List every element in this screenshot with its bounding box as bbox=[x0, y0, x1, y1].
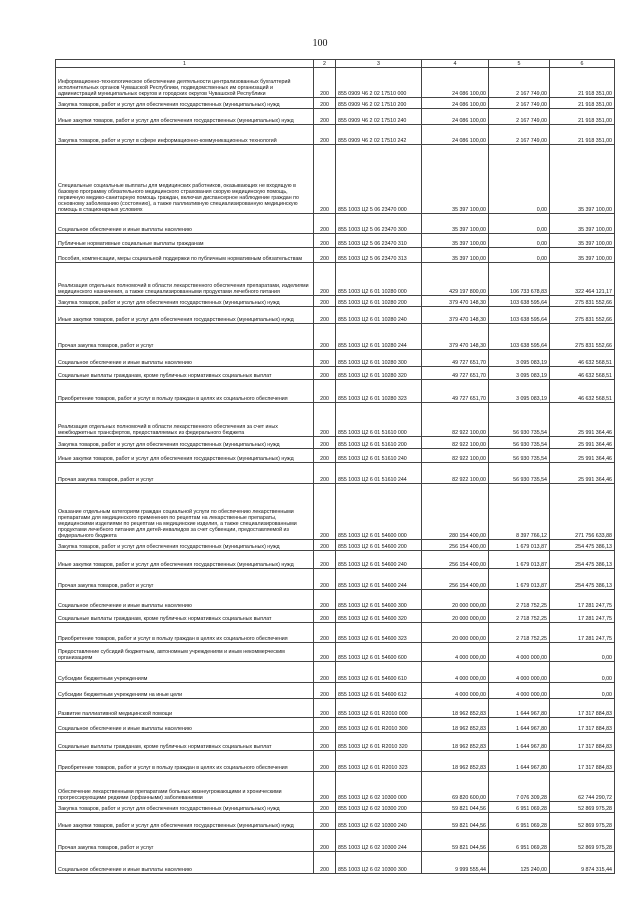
cell-code: 855 1003 Ц2 5 06 23470 000 bbox=[336, 145, 422, 214]
cell-c5: 4 000 000,00 bbox=[489, 643, 550, 662]
table-row bbox=[56, 551, 615, 569]
cell-v2: 200 bbox=[314, 662, 336, 683]
table-row bbox=[56, 296, 615, 307]
cell-name: Предоставление субсидий бюджетным, автономным учреждениям и иным некоммерческим организациям bbox=[56, 643, 314, 662]
cell-name: Социальное обеспечение и иные выплаты населению bbox=[56, 590, 314, 610]
cell-name: Субсидии бюджетным учреждениям на иные цели bbox=[56, 683, 314, 699]
cell-c4: 82 922 100,00 bbox=[422, 449, 489, 463]
cell-c5: 56 930 735,54 bbox=[489, 403, 550, 437]
cell-c5: 6 951 069,28 bbox=[489, 830, 550, 852]
cell-name: Закупка товаров, работ и услуг для обеспечения государственных (муниципальных) нужд bbox=[56, 540, 314, 551]
column-header: 3 bbox=[336, 60, 422, 68]
cell-c5: 103 638 595,64 bbox=[489, 324, 550, 350]
cell-c5: 3 095 083,19 bbox=[489, 367, 550, 380]
cell-c5: 106 733 678,83 bbox=[489, 263, 550, 296]
table-row bbox=[56, 463, 615, 484]
cell-v2: 200 bbox=[314, 214, 336, 234]
cell-name: Иные закупки товаров, работ и услуг для обеспечения государственных (муниципальных) нужд bbox=[56, 307, 314, 324]
cell-c5: 125 240,00 bbox=[489, 852, 550, 874]
cell-name: Социальное обеспечение и иные выплаты населению bbox=[56, 350, 314, 367]
cell-c6: 52 869 975,28 bbox=[550, 830, 615, 852]
cell-name: Социальное обеспечение и иные выплаты населению bbox=[56, 214, 314, 234]
cell-name: Прочая закупка товаров, работ и услуг bbox=[56, 463, 314, 484]
cell-c4: 379 470 148,30 bbox=[422, 324, 489, 350]
cell-name: Реализация отдельных полномочий в области лекарственного обеспечения за счет иных межбюджетных трансфертов, предоставляемых из федерального бюджета bbox=[56, 403, 314, 437]
cell-code: 855 1003 Ц2 6 01 54600 320 bbox=[336, 610, 422, 623]
cell-c6: 21 918 351,00 bbox=[550, 109, 615, 125]
cell-code: 855 1003 Ц2 6 01 10280 320 bbox=[336, 367, 422, 380]
table-row bbox=[56, 484, 615, 540]
cell-c5: 1 644 967,80 bbox=[489, 718, 550, 733]
cell-c6: 17 317 884,83 bbox=[550, 733, 615, 751]
cell-c4: 24 086 100,00 bbox=[422, 109, 489, 125]
cell-code: 855 0909 Ч6 2 02 17510 240 bbox=[336, 109, 422, 125]
cell-c5: 56 930 735,54 bbox=[489, 437, 550, 449]
cell-name: Социальные выплаты гражданам, кроме публичных нормативных социальных выплат bbox=[56, 733, 314, 751]
cell-code: 855 1003 Ц2 6 02 10300 240 bbox=[336, 813, 422, 830]
cell-c4: 379 470 148,30 bbox=[422, 296, 489, 307]
cell-code: 855 1003 Ц2 6 01 54600 610 bbox=[336, 662, 422, 683]
cell-c5: 1 679 013,87 bbox=[489, 540, 550, 551]
cell-v2: 200 bbox=[314, 610, 336, 623]
cell-c4: 18 962 852,83 bbox=[422, 733, 489, 751]
cell-v2: 200 bbox=[314, 98, 336, 109]
cell-v2: 200 bbox=[314, 68, 336, 98]
cell-c5: 2 718 752,25 bbox=[489, 610, 550, 623]
cell-c6: 0,00 bbox=[550, 683, 615, 699]
cell-v2: 200 bbox=[314, 540, 336, 551]
cell-v2: 200 bbox=[314, 623, 336, 643]
cell-code: 855 1003 Ц2 6 01 54600 244 bbox=[336, 569, 422, 590]
cell-c4: 9 999 555,44 bbox=[422, 852, 489, 874]
table-row bbox=[56, 623, 615, 643]
cell-c5: 7 076 309,28 bbox=[489, 772, 550, 802]
cell-c5: 1 644 967,80 bbox=[489, 751, 550, 772]
cell-code: 855 1003 Ц2 6 01 R2010 000 bbox=[336, 699, 422, 718]
cell-name: Социальные выплаты гражданам, кроме публичных нормативных социальных выплат bbox=[56, 367, 314, 380]
cell-name: Социальное обеспечение и иные выплаты населению bbox=[56, 718, 314, 733]
cell-c5: 2 167 749,00 bbox=[489, 125, 550, 145]
cell-v2: 200 bbox=[314, 569, 336, 590]
cell-v2: 200 bbox=[314, 772, 336, 802]
cell-code: 855 1003 Ц2 6 01 R2010 300 bbox=[336, 718, 422, 733]
cell-v2: 200 bbox=[314, 551, 336, 569]
cell-c5: 1 644 967,80 bbox=[489, 699, 550, 718]
cell-c5: 1 679 013,87 bbox=[489, 569, 550, 590]
table-row bbox=[56, 643, 615, 662]
cell-code: 855 1003 Ц2 6 01 54600 200 bbox=[336, 540, 422, 551]
cell-c4: 82 922 100,00 bbox=[422, 463, 489, 484]
cell-c6: 35 397 100,00 bbox=[550, 214, 615, 234]
cell-v2: 200 bbox=[314, 263, 336, 296]
table-row bbox=[56, 437, 615, 449]
cell-code: 855 1003 Ц2 6 01 10280 200 bbox=[336, 296, 422, 307]
cell-c5: 3 095 083,19 bbox=[489, 350, 550, 367]
cell-name: Обеспечение лекарственными препаратами больных жизнеугрожающими и хроническими прогрессирующими редкими (орфанными) заболеваниями bbox=[56, 772, 314, 802]
cell-v2: 200 bbox=[314, 830, 336, 852]
column-header: 5 bbox=[489, 60, 550, 68]
cell-c6: 17 317 884,83 bbox=[550, 699, 615, 718]
cell-c5: 4 000 000,00 bbox=[489, 683, 550, 699]
cell-name: Закупка товаров, работ и услуг для обеспечения государственных (муниципальных) нужд bbox=[56, 98, 314, 109]
cell-v2: 200 bbox=[314, 683, 336, 699]
cell-c4: 49 727 651,70 bbox=[422, 350, 489, 367]
column-header: 1 bbox=[56, 60, 314, 68]
cell-c6: 271 756 633,88 bbox=[550, 484, 615, 540]
cell-name: Иные закупки товаров, работ и услуг для обеспечения государственных (муниципальных) нужд bbox=[56, 813, 314, 830]
cell-c5: 1 679 013,87 bbox=[489, 551, 550, 569]
cell-c5: 2 167 749,00 bbox=[489, 68, 550, 98]
table-row bbox=[56, 109, 615, 125]
cell-name: Иные закупки товаров, работ и услуг для обеспечения государственных (муниципальных) нужд bbox=[56, 109, 314, 125]
cell-c5: 2 167 749,00 bbox=[489, 109, 550, 125]
cell-c6: 25 991 364,46 bbox=[550, 463, 615, 484]
cell-name: Закупка товаров, работ и услуг для обеспечения государственных (муниципальных) нужд bbox=[56, 437, 314, 449]
cell-v2: 200 bbox=[314, 590, 336, 610]
cell-c6: 17 281 247,75 bbox=[550, 590, 615, 610]
cell-code: 855 1003 Ц2 6 02 10300 300 bbox=[336, 852, 422, 874]
cell-v2: 200 bbox=[314, 449, 336, 463]
cell-c4: 69 820 600,00 bbox=[422, 772, 489, 802]
cell-c4: 49 727 651,70 bbox=[422, 380, 489, 403]
cell-v2: 200 bbox=[314, 852, 336, 874]
cell-name: Специальные социальные выплаты для медицинских работников, оказывающих не входящую в базовую программу обязательного медицинского страхования скорую медицинскую помощь, первичную медико-санитарную помощь граждан, включая диспансерное наблюдение граждан по основному заболеванию (состоянию), а также паллиативную специализированную медицинскую помощь в стационарных условиях bbox=[56, 145, 314, 214]
cell-c4: 35 397 100,00 bbox=[422, 214, 489, 234]
table-row bbox=[56, 449, 615, 463]
cell-c5: 3 095 083,19 bbox=[489, 380, 550, 403]
cell-c4: 59 821 044,56 bbox=[422, 830, 489, 852]
cell-c4: 4 000 000,00 bbox=[422, 643, 489, 662]
table-row bbox=[56, 125, 615, 145]
table-row bbox=[56, 772, 615, 802]
cell-c4: 35 397 100,00 bbox=[422, 145, 489, 214]
table-row bbox=[56, 350, 615, 367]
table-row bbox=[56, 214, 615, 234]
table-row bbox=[56, 367, 615, 380]
table-row bbox=[56, 248, 615, 263]
cell-code: 855 1003 Ц2 6 01 54600 000 bbox=[336, 484, 422, 540]
cell-name: Информационно-технологическое обеспечение деятельности централизованных бухгалтерий исполнительных органов Чувашской Республики, подведомственных им организаций и администраций муниципальных округов и городских округов Чувашской Республики bbox=[56, 68, 314, 98]
cell-v2: 200 bbox=[314, 145, 336, 214]
cell-c4: 379 470 148,30 bbox=[422, 307, 489, 324]
cell-c6: 17 281 247,75 bbox=[550, 623, 615, 643]
cell-c6: 0,00 bbox=[550, 643, 615, 662]
cell-c6: 35 397 100,00 bbox=[550, 248, 615, 263]
cell-v2: 200 bbox=[314, 437, 336, 449]
cell-c5: 6 951 069,28 bbox=[489, 813, 550, 830]
cell-c6: 275 831 552,66 bbox=[550, 296, 615, 307]
table-row bbox=[56, 662, 615, 683]
cell-c6: 21 918 351,00 bbox=[550, 68, 615, 98]
cell-name: Приобретение товаров, работ и услуг в пользу граждан в целях их социального обеспечения bbox=[56, 380, 314, 403]
cell-c5: 103 638 595,64 bbox=[489, 296, 550, 307]
table-row bbox=[56, 718, 615, 733]
table-row bbox=[56, 403, 615, 437]
cell-code: 855 1003 Ц2 6 02 10300 244 bbox=[336, 830, 422, 852]
cell-code: 855 1003 Ц2 5 06 23470 310 bbox=[336, 234, 422, 248]
column-header: 6 bbox=[550, 60, 615, 68]
cell-c6: 254 475 386,13 bbox=[550, 569, 615, 590]
cell-v2: 200 bbox=[314, 234, 336, 248]
table-row bbox=[56, 98, 615, 109]
cell-c4: 35 397 100,00 bbox=[422, 234, 489, 248]
cell-c6: 322 464 121,17 bbox=[550, 263, 615, 296]
cell-code: 855 1003 Ц2 6 01 10280 300 bbox=[336, 350, 422, 367]
cell-c4: 256 154 400,00 bbox=[422, 569, 489, 590]
table-row bbox=[56, 324, 615, 350]
cell-c4: 18 962 852,83 bbox=[422, 699, 489, 718]
table-row bbox=[56, 380, 615, 403]
cell-name: Субсидии бюджетным учреждениям bbox=[56, 662, 314, 683]
cell-code: 855 1003 Ц2 6 01 10280 000 bbox=[336, 263, 422, 296]
cell-code: 855 1003 Ц2 6 01 10280 240 bbox=[336, 307, 422, 324]
cell-code: 855 1003 Ц2 6 01 10280 323 bbox=[336, 380, 422, 403]
cell-c6: 17 317 884,83 bbox=[550, 718, 615, 733]
cell-c4: 20 000 000,00 bbox=[422, 590, 489, 610]
cell-v2: 200 bbox=[314, 813, 336, 830]
table-row bbox=[56, 683, 615, 699]
cell-name: Публичные нормативные социальные выплаты гражданам bbox=[56, 234, 314, 248]
column-header: 4 bbox=[422, 60, 489, 68]
cell-c6: 254 475 386,13 bbox=[550, 551, 615, 569]
cell-c4: 256 154 400,00 bbox=[422, 540, 489, 551]
cell-c4: 59 821 044,56 bbox=[422, 802, 489, 813]
budget-table bbox=[55, 59, 615, 874]
cell-c6: 254 475 386,13 bbox=[550, 540, 615, 551]
cell-v2: 200 bbox=[314, 248, 336, 263]
cell-c5: 2 718 752,25 bbox=[489, 623, 550, 643]
cell-c4: 82 922 100,00 bbox=[422, 403, 489, 437]
cell-c4: 59 821 044,56 bbox=[422, 813, 489, 830]
cell-c6: 62 744 290,72 bbox=[550, 772, 615, 802]
cell-c6: 35 397 100,00 bbox=[550, 234, 615, 248]
cell-code: 855 1003 Ц2 6 01 10280 244 bbox=[336, 324, 422, 350]
cell-code: 855 1003 Ц2 6 01 54600 600 bbox=[336, 643, 422, 662]
cell-code: 855 1003 Ц2 6 01 54600 240 bbox=[336, 551, 422, 569]
cell-name: Закупка товаров, работ и услуг в сфере информационно-коммуникационных технологий bbox=[56, 125, 314, 145]
cell-name: Пособия, компенсации, меры социальной поддержки по публичным нормативным обязательствам bbox=[56, 248, 314, 263]
cell-name: Закупка товаров, работ и услуг для обеспечения государственных (муниципальных) нужд bbox=[56, 296, 314, 307]
cell-v2: 200 bbox=[314, 380, 336, 403]
cell-v2: 200 bbox=[314, 367, 336, 380]
cell-code: 855 1003 Ц2 6 01 51610 000 bbox=[336, 403, 422, 437]
cell-c5: 56 930 735,54 bbox=[489, 449, 550, 463]
cell-v2: 200 bbox=[314, 699, 336, 718]
cell-c6: 46 632 568,51 bbox=[550, 350, 615, 367]
table-row bbox=[56, 699, 615, 718]
cell-c5: 56 930 735,54 bbox=[489, 463, 550, 484]
cell-name: Прочая закупка товаров, работ и услуг bbox=[56, 830, 314, 852]
cell-code: 855 1003 Ц2 6 01 51610 244 bbox=[336, 463, 422, 484]
cell-c5: 0,00 bbox=[489, 145, 550, 214]
cell-c4: 24 086 100,00 bbox=[422, 98, 489, 109]
cell-c6: 17 281 247,75 bbox=[550, 610, 615, 623]
cell-c6: 46 632 568,51 bbox=[550, 380, 615, 403]
cell-code: 855 1003 Ц2 6 01 R2010 320 bbox=[336, 733, 422, 751]
cell-c5: 0,00 bbox=[489, 234, 550, 248]
cell-c6: 17 317 884,83 bbox=[550, 751, 615, 772]
cell-c6: 21 918 351,00 bbox=[550, 98, 615, 109]
cell-code: 855 0909 Ч6 2 02 17510 200 bbox=[336, 98, 422, 109]
cell-c4: 429 197 800,00 bbox=[422, 263, 489, 296]
table-row bbox=[56, 830, 615, 852]
cell-name: Приобретение товаров, работ и услуг в пользу граждан в целях их социального обеспечения bbox=[56, 751, 314, 772]
table-row bbox=[56, 610, 615, 623]
cell-name: Оказание отдельным категориям граждан социальной услуги по обеспечению лекарственными препаратами для медицинского применения по рецептам на лекарственные препараты, медицинскими изделиями по рецептам на медицинские изделия, а также специализированными продуктами лечебного питания для детей-инвалидов за счет субвенции, предоставляемой из федерального бюджета bbox=[56, 484, 314, 540]
table-row bbox=[56, 802, 615, 813]
cell-c5: 8 397 766,12 bbox=[489, 484, 550, 540]
cell-v2: 200 bbox=[314, 109, 336, 125]
cell-c4: 18 962 852,83 bbox=[422, 718, 489, 733]
cell-c4: 4 000 000,00 bbox=[422, 662, 489, 683]
table-row bbox=[56, 234, 615, 248]
cell-c4: 18 962 852,83 bbox=[422, 751, 489, 772]
cell-code: 855 1003 Ц2 5 06 23470 313 bbox=[336, 248, 422, 263]
cell-c4: 24 086 100,00 bbox=[422, 68, 489, 98]
cell-name: Приобретение товаров, работ и услуг в пользу граждан в целях их социального обеспечения bbox=[56, 623, 314, 643]
cell-c6: 52 869 975,28 bbox=[550, 813, 615, 830]
header-row bbox=[56, 60, 615, 68]
cell-name: Реализация отдельных полномочий в области лекарственного обеспечения препаратами, изделиями медицинского назначения, а также специализированными продуктами лечебного питания bbox=[56, 263, 314, 296]
table-row bbox=[56, 733, 615, 751]
cell-name: Иные закупки товаров, работ и услуг для обеспечения государственных (муниципальных) нужд bbox=[56, 551, 314, 569]
cell-v2: 200 bbox=[314, 751, 336, 772]
cell-c6: 275 831 552,66 bbox=[550, 307, 615, 324]
cell-name: Социальное обеспечение и иные выплаты населению bbox=[56, 852, 314, 874]
table-row bbox=[56, 569, 615, 590]
cell-c4: 20 000 000,00 bbox=[422, 623, 489, 643]
cell-c5: 0,00 bbox=[489, 214, 550, 234]
cell-v2: 200 bbox=[314, 403, 336, 437]
cell-name: Социальные выплаты гражданам, кроме публичных нормативных социальных выплат bbox=[56, 610, 314, 623]
cell-code: 855 0909 Ч6 2 02 17510 000 bbox=[336, 68, 422, 98]
table-row bbox=[56, 307, 615, 324]
cell-code: 855 1003 Ц2 6 01 54600 323 bbox=[336, 623, 422, 643]
cell-name: Иные закупки товаров, работ и услуг для обеспечения государственных (муниципальных) нужд bbox=[56, 449, 314, 463]
cell-c4: 24 086 100,00 bbox=[422, 125, 489, 145]
cell-c4: 280 154 400,00 bbox=[422, 484, 489, 540]
cell-c4: 35 397 100,00 bbox=[422, 248, 489, 263]
cell-c4: 82 922 100,00 bbox=[422, 437, 489, 449]
cell-name: Прочая закупка товаров, работ и услуг bbox=[56, 324, 314, 350]
cell-v2: 200 bbox=[314, 718, 336, 733]
cell-name: Прочая закупка товаров, работ и услуг bbox=[56, 569, 314, 590]
page-number: 100 bbox=[312, 38, 328, 49]
cell-v2: 200 bbox=[314, 324, 336, 350]
cell-c5: 4 000 000,00 bbox=[489, 662, 550, 683]
table-row bbox=[56, 852, 615, 874]
cell-name: Развитие паллиативной медицинской помощи bbox=[56, 699, 314, 718]
column-header: 2 bbox=[314, 60, 336, 68]
cell-v2: 200 bbox=[314, 484, 336, 540]
cell-c5: 2 718 752,25 bbox=[489, 590, 550, 610]
cell-v2: 200 bbox=[314, 296, 336, 307]
cell-c6: 25 991 364,46 bbox=[550, 437, 615, 449]
cell-c4: 4 000 000,00 bbox=[422, 683, 489, 699]
cell-code: 855 1003 Ц2 5 06 23470 300 bbox=[336, 214, 422, 234]
table-row bbox=[56, 590, 615, 610]
cell-c6: 35 397 100,00 bbox=[550, 145, 615, 214]
cell-c4: 20 000 000,00 bbox=[422, 610, 489, 623]
cell-c5: 0,00 bbox=[489, 248, 550, 263]
cell-v2: 200 bbox=[314, 307, 336, 324]
cell-code: 855 1003 Ц2 6 01 51610 200 bbox=[336, 437, 422, 449]
cell-c5: 1 644 967,80 bbox=[489, 733, 550, 751]
cell-code: 855 1003 Ц2 6 01 54600 612 bbox=[336, 683, 422, 699]
cell-c6: 21 918 351,00 bbox=[550, 125, 615, 145]
cell-c6: 25 991 364,46 bbox=[550, 403, 615, 437]
cell-v2: 200 bbox=[314, 733, 336, 751]
cell-c6: 0,00 bbox=[550, 662, 615, 683]
cell-c6: 52 869 975,28 bbox=[550, 802, 615, 813]
cell-v2: 200 bbox=[314, 350, 336, 367]
table-row bbox=[56, 263, 615, 296]
cell-c6: 275 831 552,66 bbox=[550, 324, 615, 350]
table-row bbox=[56, 540, 615, 551]
cell-c4: 256 154 400,00 bbox=[422, 551, 489, 569]
table-row bbox=[56, 751, 615, 772]
cell-c4: 49 727 651,70 bbox=[422, 367, 489, 380]
cell-code: 855 1003 Ц2 6 01 54600 300 bbox=[336, 590, 422, 610]
cell-code: 855 0909 Ч6 2 02 17510 242 bbox=[336, 125, 422, 145]
table-row bbox=[56, 813, 615, 830]
cell-v2: 200 bbox=[314, 463, 336, 484]
cell-code: 855 1003 Ц2 6 01 51610 240 bbox=[336, 449, 422, 463]
cell-v2: 200 bbox=[314, 125, 336, 145]
cell-c5: 103 638 595,64 bbox=[489, 307, 550, 324]
cell-c6: 46 632 568,51 bbox=[550, 367, 615, 380]
table-row bbox=[56, 145, 615, 214]
cell-c5: 6 951 069,28 bbox=[489, 802, 550, 813]
cell-c6: 9 874 315,44 bbox=[550, 852, 615, 874]
cell-code: 855 1003 Ц2 6 02 10300 200 bbox=[336, 802, 422, 813]
cell-code: 855 1003 Ц2 6 02 10300 000 bbox=[336, 772, 422, 802]
cell-name: Закупка товаров, работ и услуг для обеспечения государственных (муниципальных) нужд bbox=[56, 802, 314, 813]
cell-v2: 200 bbox=[314, 802, 336, 813]
cell-c5: 2 167 749,00 bbox=[489, 98, 550, 109]
cell-v2: 200 bbox=[314, 643, 336, 662]
cell-code: 855 1003 Ц2 6 01 R2010 323 bbox=[336, 751, 422, 772]
table-row bbox=[56, 68, 615, 98]
cell-c6: 25 991 364,46 bbox=[550, 449, 615, 463]
